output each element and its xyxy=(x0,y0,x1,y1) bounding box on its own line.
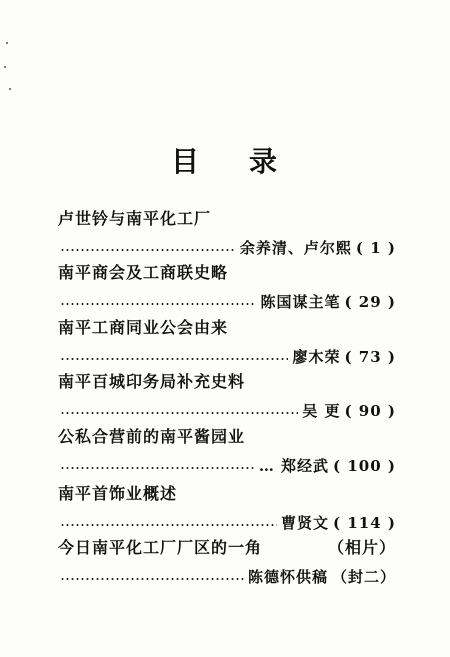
dot-leader xyxy=(60,466,255,470)
page-title xyxy=(0,140,450,180)
dot-leader xyxy=(60,411,298,415)
entry-author: 曹贤文 xyxy=(281,514,330,532)
toc-entry[interactable] xyxy=(58,426,396,476)
entry-author: … 郑经武 xyxy=(258,457,330,475)
dot-leader xyxy=(60,302,256,306)
entry-page: ( 29 ) xyxy=(344,293,396,311)
entry-page: ( 1 ) xyxy=(355,239,396,257)
entry-title: 南平工商同业公会由来 xyxy=(58,318,229,337)
entry-author: 吴 更 xyxy=(302,402,341,420)
toc-entry[interactable] xyxy=(58,371,396,421)
toc-entry[interactable] xyxy=(58,483,396,533)
dot-leader xyxy=(60,357,288,361)
entry-page: ( 114 ) xyxy=(333,514,396,532)
entry-author: 余养清、卢尔熙 xyxy=(239,239,352,257)
dot-leader xyxy=(60,248,236,252)
toc-entry[interactable] xyxy=(58,537,396,587)
entry-page: ( 90 ) xyxy=(344,402,396,420)
title-char-2: 录 xyxy=(249,145,280,178)
entry-page: ( 100 ) xyxy=(333,457,396,475)
entry-page: （封二） xyxy=(331,568,396,586)
scan-speck xyxy=(4,66,6,68)
entry-author: 廖木荣 xyxy=(292,348,341,366)
entry-author: 陈德怀供稿 xyxy=(247,568,328,586)
entry-title: 今日南平化工厂厂区的一角 xyxy=(58,538,263,557)
title-char-1: 目 xyxy=(170,145,201,178)
entry-title: 南平百城印务局补充史料 xyxy=(58,372,246,391)
entry-title: 南平商会及工商联史略 xyxy=(58,263,229,282)
entry-title: 卢世钤与南平化工厂 xyxy=(58,209,212,228)
toc-entry[interactable] xyxy=(58,262,396,312)
scan-speck xyxy=(9,88,11,90)
entry-title: 公私合营前的南平酱园业 xyxy=(58,427,246,446)
toc-entry[interactable] xyxy=(58,208,396,258)
entry-page: ( 73 ) xyxy=(344,348,396,366)
scan-speck xyxy=(6,42,8,44)
entry-title-suffix: （相片） xyxy=(327,538,396,557)
entry-author: 陈国谋主笔 xyxy=(260,293,341,311)
dot-leader xyxy=(60,577,244,581)
entry-title: 南平首饰业概述 xyxy=(58,484,178,503)
dot-leader xyxy=(60,523,277,527)
toc-entry[interactable] xyxy=(58,317,396,367)
